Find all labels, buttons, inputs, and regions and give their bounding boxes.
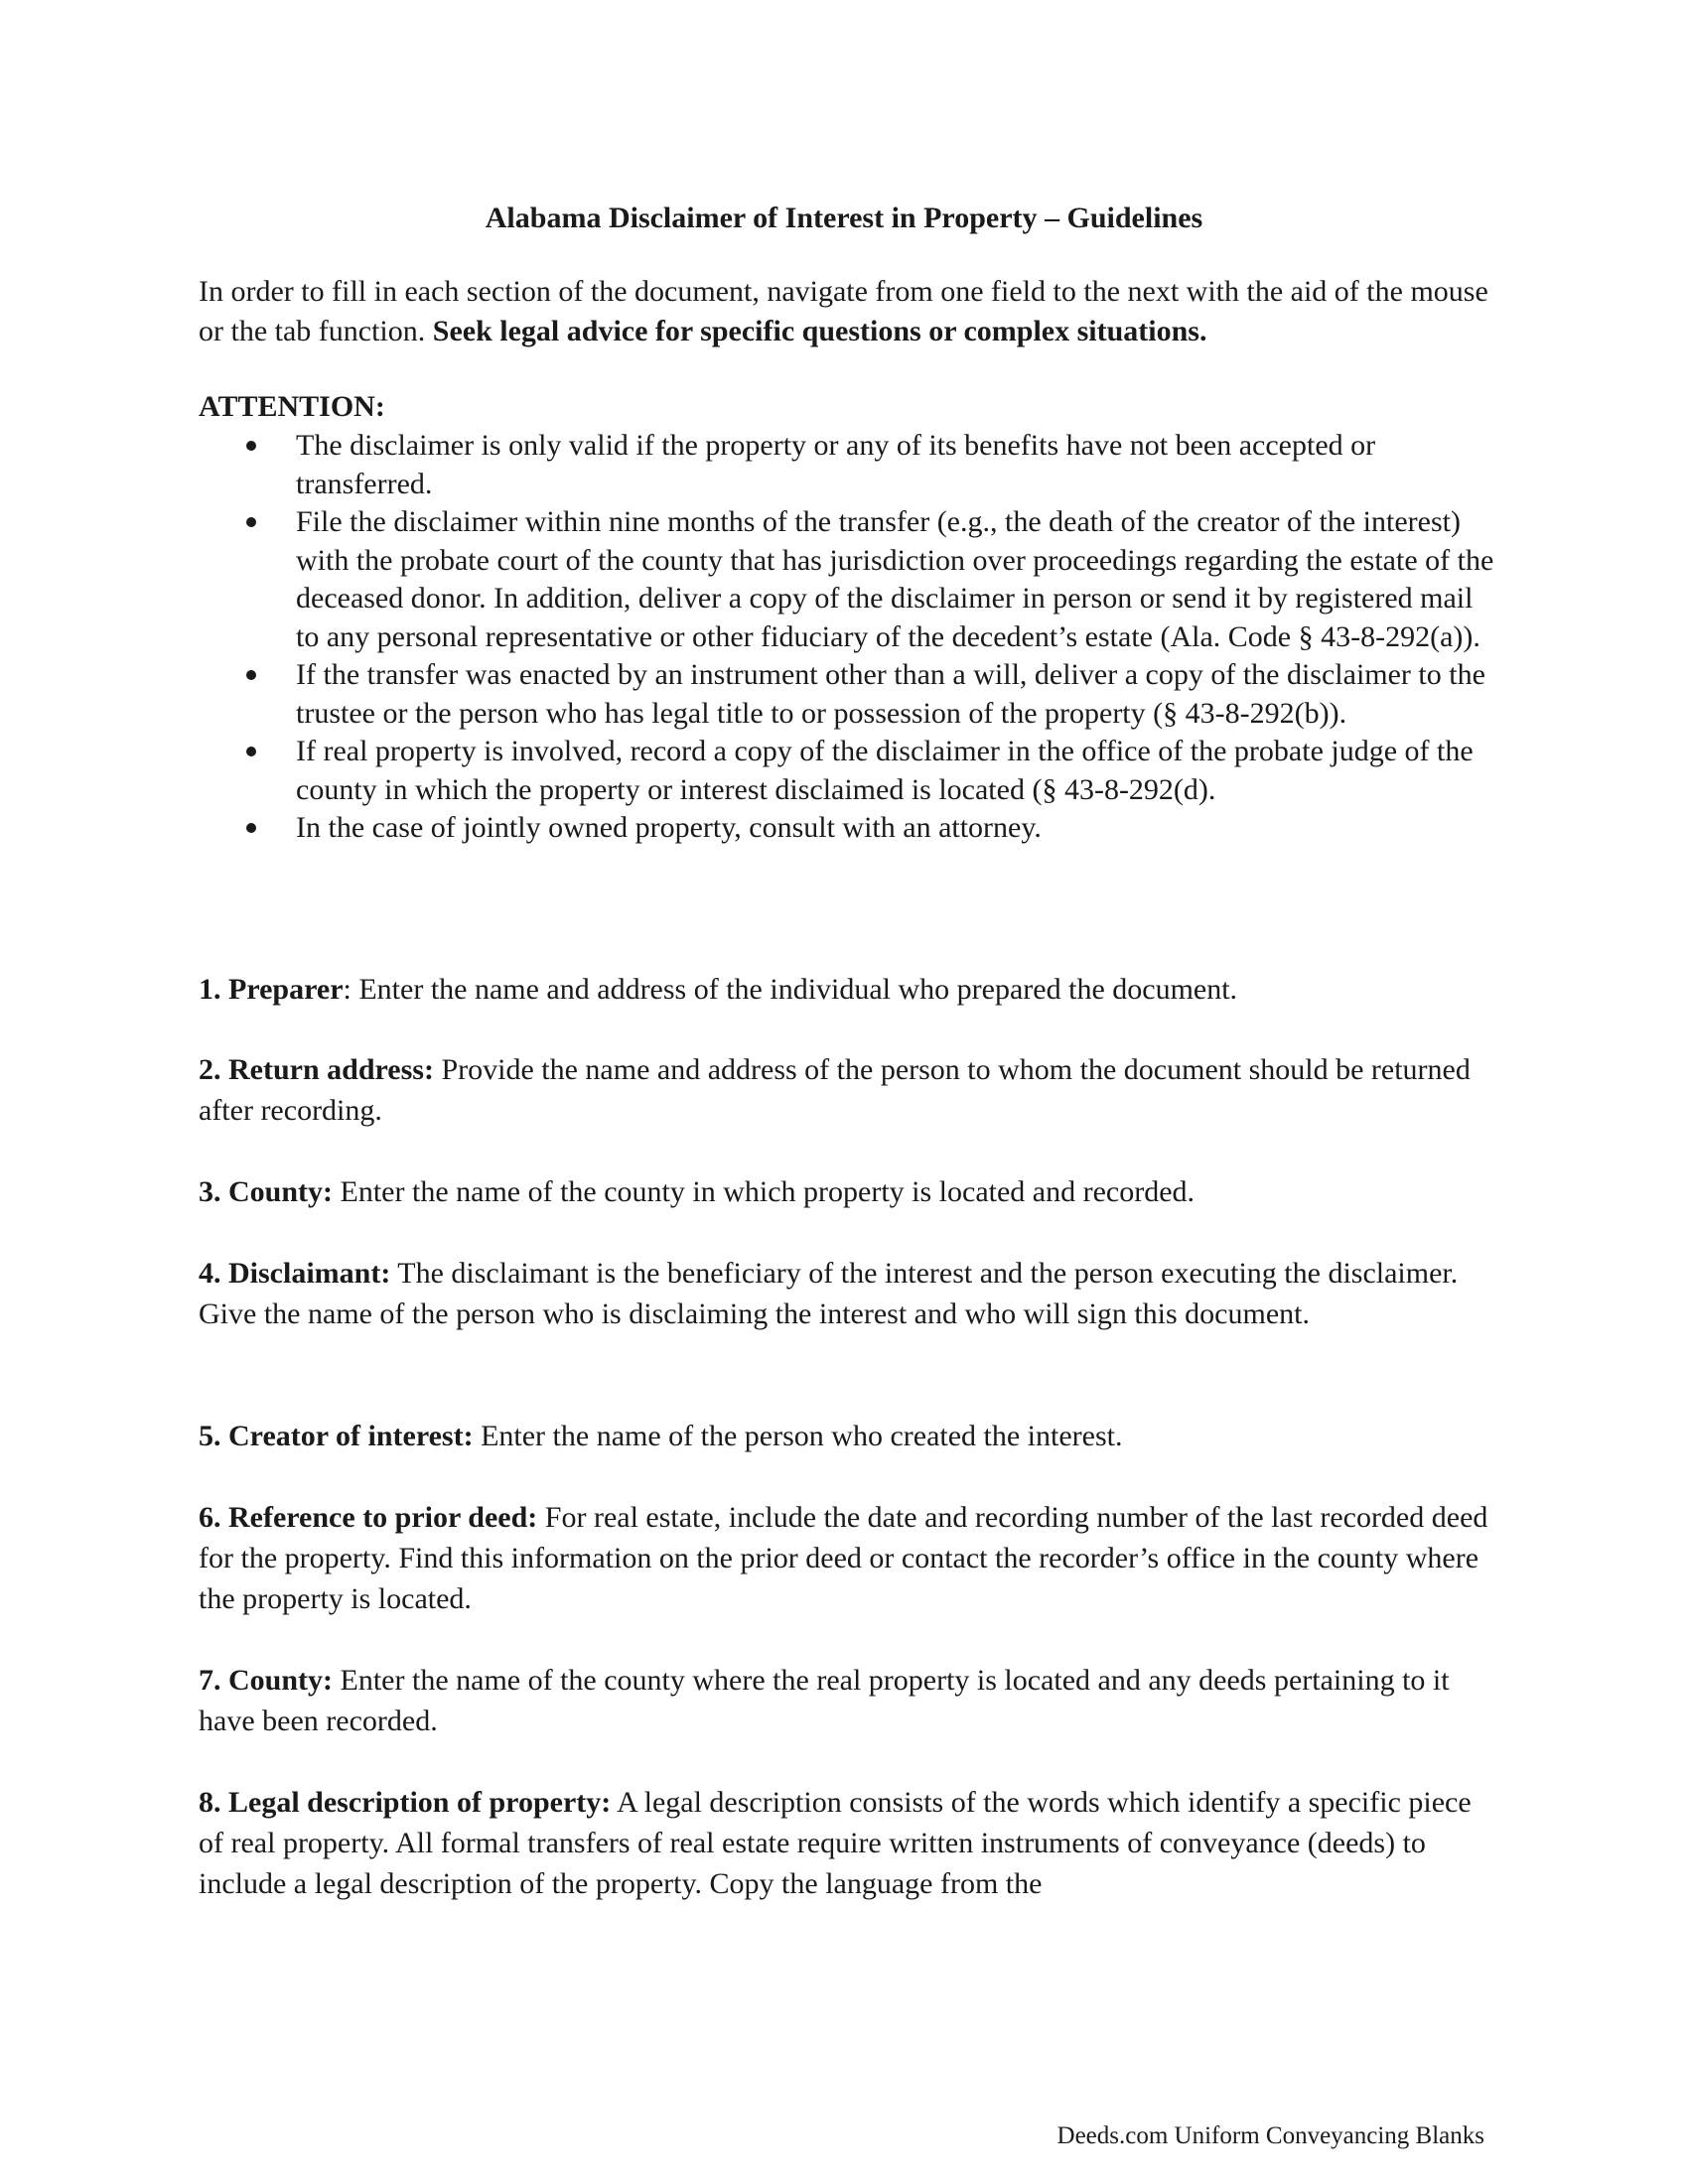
section-label: 6. Reference to prior deed:	[199, 1501, 538, 1534]
intro-text: In order to fill in each section of the document, navigate from one field to the next with the aid of the mouse or the tab function.	[199, 275, 1488, 347]
list-item-text: The disclaimer is only valid if the property or any of its benefits have not been accepted or transferred.	[296, 429, 1376, 500]
section-text: Provide the name and address of the person to whom the document should be returned after recording.	[199, 1053, 1471, 1127]
list-item-text: In the case of jointly owned property, consult with an attorney.	[296, 811, 1042, 844]
page-title: Alabama Disclaimer of Interest in Property – Guidelines	[485, 202, 1203, 234]
section-legal-description	[199, 1782, 1499, 1904]
section-text: For real estate, include the date and recording number of the last recorded deed for the property. Find this information on the prior deed or contact the recorder’s office in the county where the property is located.	[199, 1501, 1488, 1615]
section-text: Enter the name of the person who created the interest.	[473, 1420, 1123, 1452]
section-text: Enter the name of the county where the real property is located and any deeds pertaining to it have been recorded.	[199, 1664, 1450, 1737]
section-creator-of-interest	[199, 1416, 1499, 1456]
bullet-icon	[246, 517, 256, 527]
section-label: 8. Legal description of property:	[199, 1786, 612, 1819]
list-item	[199, 656, 1499, 733]
attention-block	[199, 387, 1499, 848]
list-item	[199, 809, 1499, 848]
attention-list	[199, 427, 1499, 848]
attention-heading: ATTENTION:	[199, 390, 385, 423]
section-county	[199, 1171, 1499, 1212]
section-preparer	[199, 969, 1499, 1010]
bullet-icon	[246, 441, 256, 451]
section-prior-deed	[199, 1497, 1499, 1619]
page-footer: Deeds.com Uniform Conveyancing Blanks	[1056, 2122, 1484, 2149]
bullet-icon	[246, 747, 256, 756]
intro-paragraph	[199, 272, 1499, 351]
section-disclaimant	[199, 1253, 1499, 1334]
section-county-deeds	[199, 1660, 1499, 1741]
section-label: 1. Preparer	[199, 973, 344, 1006]
section-label: 5. Creator of interest:	[199, 1420, 474, 1452]
section-return-address	[199, 1049, 1499, 1131]
section-text: Enter the name of the county in which property is located and recorded.	[333, 1175, 1196, 1208]
bullet-icon	[246, 823, 256, 833]
section-label: 4. Disclaimant:	[199, 1257, 391, 1290]
section-label: 3. County:	[199, 1175, 334, 1208]
bullet-icon	[246, 670, 256, 680]
section-text: The disclaimant is the beneficiary of the interest and the person executing the disclaimer. Give the name of the person who is disclaiming the interest and who will sign this document.	[199, 1257, 1459, 1330]
section-label: 7. County:	[199, 1664, 334, 1697]
section-text: A legal description consists of the words which identify a specific piece of real property. All formal transfers of real estate require written instruments of conveyance (deeds) to include a legal description of the property. Copy the language from the	[199, 1786, 1472, 1900]
list-item-text: If the transfer was enacted by an instrument other than a will, deliver a copy of the disclaimer to the trustee or the person who has legal title to or possession of the property (§ 43-8-292(b)).	[296, 658, 1485, 730]
list-item	[199, 427, 1499, 503]
intro-bold-advice: Seek legal advice for specific questions or complex situations.	[432, 315, 1207, 347]
section-label: 2. Return address:	[199, 1053, 434, 1086]
section-text: : Enter the name and address of the individual who prepared the document.	[343, 973, 1238, 1006]
list-item-text: If real property is involved, record a copy of the disclaimer in the office of the probate judge of the county in which the property or interest disclaimed is located (§ 43-8-292(d).	[296, 735, 1474, 806]
list-item-text: File the disclaimer within nine months of the transfer (e.g., the death of the creator of the interest) with the probate court of the county that has jurisdiction over proceedings regarding the estate of the deceased donor. In addition, deliver a copy of the disclaimer in person or send it by registered mail to any personal representative or other fiduciary of the decedent’s estate (Ala. Code § 43-8-292(a)).	[296, 505, 1494, 653]
list-item	[199, 503, 1499, 656]
list-item	[199, 733, 1499, 809]
